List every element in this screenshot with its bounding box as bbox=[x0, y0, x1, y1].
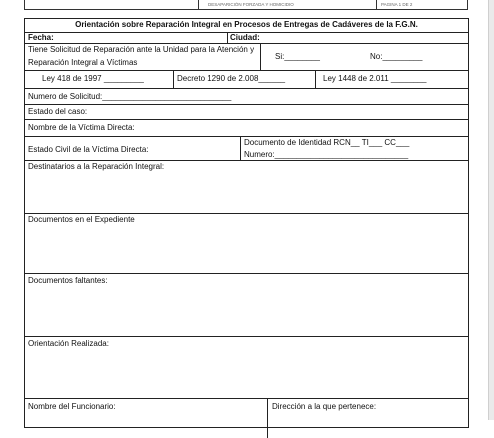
ley-1448-field[interactable]: Ley 1448 de 2.011 ________ bbox=[323, 74, 427, 83]
no-field[interactable]: No:_________ bbox=[370, 52, 423, 61]
si-field[interactable]: Si:________ bbox=[275, 52, 320, 61]
column-divider bbox=[267, 398, 268, 438]
nombre-funcionario-field[interactable]: Nombre del Funcionario: bbox=[28, 402, 116, 411]
header-page-number: PAGINA 1 DE 2 bbox=[381, 2, 413, 7]
row-divider bbox=[25, 88, 468, 89]
column-divider bbox=[240, 136, 241, 160]
row-divider bbox=[25, 104, 468, 105]
previous-page-header-frame bbox=[24, 0, 468, 10]
documentos-faltantes-label: Documentos faltantes: bbox=[28, 276, 108, 285]
row-divider bbox=[25, 336, 468, 337]
direccion-field[interactable]: Dirección a la que pertenece: bbox=[272, 402, 377, 411]
row-divider bbox=[25, 213, 468, 214]
estado-caso-field[interactable]: Estado del caso: bbox=[28, 107, 88, 116]
row-divider bbox=[25, 43, 468, 44]
header-subtitle: DESAPARICIÓN FORZADA Y HOMICIDIO bbox=[208, 2, 294, 7]
nombre-victima-field[interactable]: Nombre de la Víctima Directa: bbox=[28, 123, 135, 132]
column-divider bbox=[260, 43, 261, 70]
orientacion-realizada-label: Orientación Realizada: bbox=[28, 339, 109, 348]
form-title: Orientación sobre Reparación Integral en Procesos de Entregas de Cadáveres de la F.G.N. bbox=[75, 20, 418, 29]
ley-418-field[interactable]: Ley 418 de 1997 _________ bbox=[42, 74, 144, 83]
destinatarios-label: Destinatarios a la Reparación Integral: bbox=[28, 162, 165, 171]
row-divider bbox=[25, 160, 468, 161]
solicitud-question-label: Tiene Solicitud de Reparación ante la Unidad para la Atención y bbox=[28, 45, 255, 54]
estado-civil-field[interactable]: Estado Civil de la Víctima Directa: bbox=[28, 145, 149, 154]
header-divider bbox=[198, 0, 199, 9]
documento-identidad-field[interactable]: Documento de Identidad RCN__ TI___ CC___ bbox=[244, 138, 410, 147]
documento-numero-field[interactable]: Numero:______________________________ bbox=[244, 150, 409, 159]
documentos-expediente-label: Documentos en el Expediente bbox=[28, 215, 135, 224]
vertical-scrollbar[interactable] bbox=[488, 0, 494, 420]
fecha-field[interactable]: Fecha: bbox=[28, 33, 54, 42]
row-divider bbox=[25, 70, 468, 71]
row-divider bbox=[25, 398, 468, 399]
row-divider bbox=[25, 119, 468, 120]
decreto-1290-field[interactable]: Decreto 1290 de 2.008______ bbox=[177, 74, 286, 83]
header-divider bbox=[376, 0, 377, 9]
ciudad-field[interactable]: Ciudad: bbox=[230, 33, 260, 42]
row-divider bbox=[25, 136, 468, 137]
solicitud-question-label-cont: Reparación Integral a Víctimas bbox=[28, 58, 138, 67]
row-divider bbox=[25, 273, 468, 274]
numero-solicitud-field[interactable]: Numero de Solicitud:_____________________________ bbox=[28, 92, 232, 101]
reparacion-form bbox=[24, 18, 469, 428]
column-divider bbox=[173, 70, 174, 88]
column-divider bbox=[227, 32, 228, 43]
column-divider bbox=[315, 70, 316, 88]
